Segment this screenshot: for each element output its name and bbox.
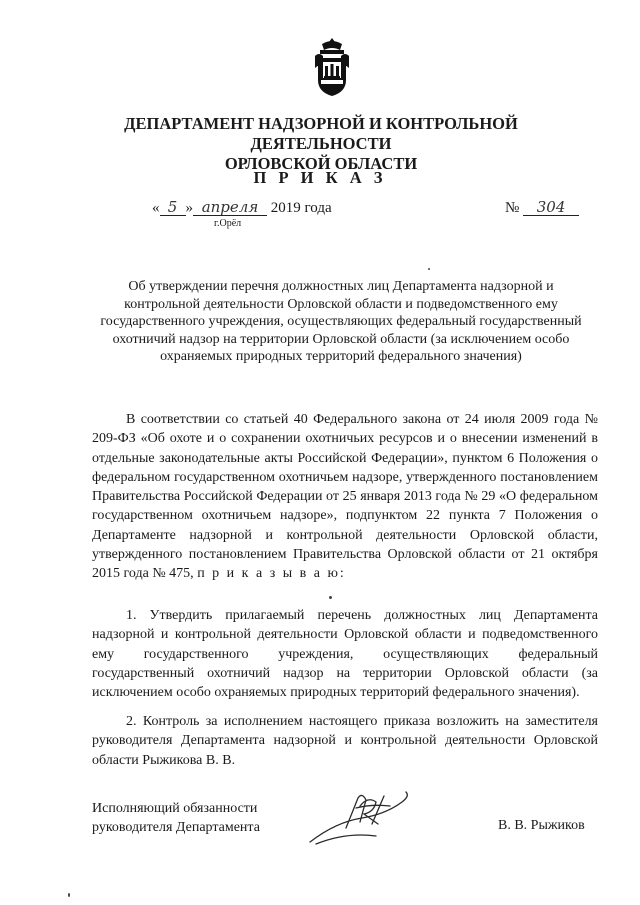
department-title-line1: ДЕПАРТАМЕНТ НАДЗОРНОЙ И КОНТРОЛЬНОЙ ДЕЯТЕЛЬНОСТИ	[124, 114, 518, 153]
number-value: 304	[523, 199, 579, 216]
department-title-line2: ОРЛОВСКОЙ ОБЛАСТИ	[224, 154, 418, 173]
date-day: 5	[160, 199, 186, 216]
date-quote-close: »	[185, 200, 193, 216]
department-title	[60, 114, 582, 174]
issue-city: г.Орёл	[214, 218, 242, 229]
date-year: 2019 года	[270, 200, 332, 216]
date-month: апреля	[193, 199, 267, 216]
signatory-name: В. В. Рыжиков	[498, 818, 585, 833]
number-sign: №	[505, 200, 520, 216]
scan-speck	[68, 893, 70, 897]
position-line1: Исполняющий обязанности	[92, 801, 258, 816]
order-date	[152, 199, 332, 217]
preamble-text: В соответствии со статьей 40 Федерального закона от 24 июля 2009 года № 209-ФЗ «Об охоте и о сохранении охотничьих ресурсов и о внесении изменений в отдельные законодательные акты Российской Федерации», пунктом 6 Положения о федеральном государственном охотничьем надзоре, утвержденного постановлением Правительства Российской Федерации от 25 января 2013 года № 29 «О федеральном государственном охотничьем надзоре», подпунктом 22 пункта 7 Положения о Департаменте надзорной и контрольной деятельности Орловской области, утвержденного постановлением Правительства Орловской области от 21 октября 2015 года № 475,	[92, 412, 598, 582]
document-type-heading: П Р И К А З	[253, 168, 387, 187]
item-1-paragraph: 1. Утвердить прилагаемый перечень должностных лиц Департамента надзорной и контрольной деятельности Орловской области и подведомственного ему государственного учреждения, осуществляющих федеральный государственный охотничий надзор на территории Орловской области (за исключением особо охраняемых природных территорий федерального значения).	[92, 608, 598, 701]
handwritten-signature-icon	[306, 784, 414, 850]
coat-of-arms-icon	[312, 36, 352, 98]
date-quote-open: «	[152, 200, 160, 216]
order-word: п р и к а з ы в а ю:	[197, 566, 346, 582]
preamble-paragraph	[92, 410, 598, 584]
position-line2: руководителя Департамента	[92, 820, 260, 835]
scan-speck	[428, 268, 430, 270]
item-2-paragraph: 2. Контроль за исполнением настоящего приказа возложить на заместителя руководителя Департамента надзорной и контрольной деятельности Орловской области Рыжикова В. В.	[92, 714, 598, 768]
order-subject: Об утверждении перечня должностных лиц Департамента надзорной и контрольной деятельности Орловской области и подведомственного ему государственного учреждения, осуществляющих федеральный государственный охотничий надзор на территории Орловской области (за исключением особо охраняемых природных территорий федерального значения)	[100, 279, 582, 364]
scan-speck	[329, 596, 332, 599]
order-number	[505, 199, 579, 217]
signatory-position	[92, 799, 260, 837]
